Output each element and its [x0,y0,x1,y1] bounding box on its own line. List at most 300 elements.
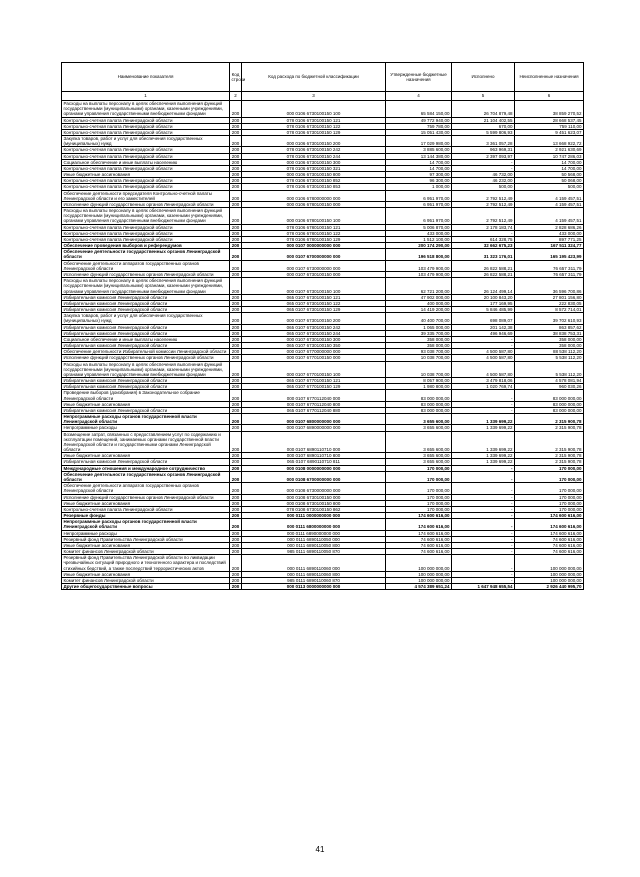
row-budget-code-cell: 065 0107 6730100150 122 [242,300,386,306]
row-name-cell: Контрольно-счетная палата Ленинградской области [62,117,230,123]
row-line-code-cell: 200 [230,378,242,384]
row-budget-code-cell: 065 0107 6730100150 242 [242,324,386,330]
row-name-cell: Комитет финансов Ленинградской области [62,577,230,583]
row-remaining-cell: 759 110,00 [515,123,584,129]
row-remaining-cell: 170 000,00 [515,483,584,494]
row-executed-cell: - [452,465,515,471]
row-remaining-cell: 897 771,25 [515,236,584,242]
row-name-cell: Контрольно-счетная палата Ленинградской области [62,236,230,242]
row-executed-cell: - [452,571,515,577]
row-approved-cell: 100 000 000,00 [386,577,452,583]
row-executed-cell: 201 142,38 [452,324,515,330]
row-line-code-cell: 200 [230,414,242,425]
row-name-cell: Расходы на выплаты персоналу в целях обеспечения выполнения функций государственными (муниципальными) органами, казенными учреждениями, органами управления государственными внебюджетными фондами [62,101,230,118]
row-remaining-cell: 76 657 311,79 [515,271,584,277]
row-name-cell: Расходы на выплаты персоналу в целях обеспечения выполнения функций государственными (муниципальными) органами, казенными учреждениями, органами управления государственными внебюджетными фондами [62,278,230,295]
row-executed-cell: - [452,519,515,530]
row-remaining-cell: 222 830,05 [515,300,584,306]
row-name-cell: Избирательная комиссия Ленинградской области [62,459,230,465]
row-line-code-cell: 200 [230,300,242,306]
row-name-cell: Контрольно-счетная палата Ленинградской области [62,506,230,512]
row-executed-cell: 670,00 [452,123,515,129]
row-remaining-cell: 174 600 616,00 [515,519,584,530]
row-remaining-cell: 170 000,00 [515,471,584,482]
col-number: 5 [452,92,515,101]
row-remaining-cell: 4 159 457,51 [515,208,584,225]
row-executed-cell: 1 339 699,22 [452,414,515,425]
row-budget-code-cell: 078 0106 6780100150 122 [242,230,386,236]
row-name-cell: Исполнение функций государственных органов Ленинградской области [62,494,230,500]
row-budget-code-cell: 000 0108 6730000000 000 [242,483,386,494]
row-remaining-cell: 14 700,00 [515,165,584,171]
row-approved-cell: 3 655 600,00 [386,414,452,425]
row-name-cell: Резервный фонд Правительства Ленинградской области [62,536,230,542]
col-header-approved: Утвержденные бюджетные назначения [386,63,452,92]
row-approved-cell: 6 951 970,00 [386,201,452,207]
table-row [62,390,584,401]
row-remaining-cell: 2 315 900,78 [515,414,584,425]
row-approved-cell: 1 512 100,00 [386,236,452,242]
col-header-name: Наименование показателя [62,63,230,92]
row-approved-cell: 358 000,00 [386,343,452,349]
col-header-remaining: Неисполненные назначения [515,63,584,92]
row-budget-code-cell: 000 0106 6730100150 200 [242,136,386,147]
row-line-code-cell: 200 [230,384,242,390]
row-line-code-cell: 200 [230,390,242,401]
row-approved-cell: 3 885 600,00 [386,147,452,153]
row-remaining-cell: 4 578 081,94 [515,378,584,384]
table-row [62,384,584,390]
row-remaining-cell: 2 315 900,78 [515,459,584,465]
row-name-cell: Обеспечение деятельности аппаратов государственных органов Ленинградской области [62,260,230,271]
row-remaining-cell: 2 315 900,78 [515,425,584,431]
table-row [62,249,584,260]
row-line-code-cell: 200 [230,355,242,361]
row-name-cell: Контрольно-счетная палата Ленинградской области [62,178,230,184]
row-executed-cell: 2 397 093,97 [452,153,515,159]
row-remaining-cell: 2 926 440 995,70 [515,584,584,590]
row-budget-code-cell: 000 0106 6730100150 100 [242,101,386,118]
table-row [62,483,584,494]
table-row [62,459,584,465]
table-body [62,101,584,590]
row-name-cell: Иные бюджетные ассигнования [62,172,230,178]
row-remaining-cell: 165 195 423,99 [515,249,584,260]
row-remaining-cell: 863 857,62 [515,324,584,330]
row-executed-cell: 2 178 183,74 [452,224,515,230]
row-executed-cell: 3 479 818,06 [452,378,515,384]
row-approved-cell: 174 600 616,00 [386,513,452,519]
row-name-cell: Непрограммные расходы [62,530,230,536]
row-remaining-cell: 358 000,00 [515,343,584,349]
row-remaining-cell: 74 600 616,00 [515,542,584,548]
row-approved-cell: 97 300,00 [386,172,452,178]
col-number: 1 [62,92,230,101]
row-approved-cell: 17 029 980,00 [386,136,452,147]
row-line-code-cell: 200 [230,184,242,190]
row-line-code-cell: 200 [230,249,242,260]
row-approved-cell: 49 772 940,00 [386,117,452,123]
row-executed-cell: 4 500 587,80 [452,349,515,355]
row-executed-cell: - [452,401,515,407]
col-number: 2 [230,92,242,101]
row-executed-cell: 4 500 587,80 [452,355,515,361]
row-remaining-cell: 100 000 000,00 [515,577,584,583]
row-budget-code-cell: 078 0106 6730100150 242 [242,147,386,153]
row-remaining-cell: 50 568,00 [515,172,584,178]
row-executed-cell: - [452,494,515,500]
row-approved-cell: 10 038 700,00 [386,361,452,378]
row-executed-cell: 2 792 512,49 [452,190,515,201]
row-name-cell: Возмещение затрат, связанных с предоставлением услуг по содержанию и эксплуатации помещений, занимаемых органами государственной власти Ленинградской области и государственными органами Ленинградской области [62,431,230,453]
row-line-code-cell: 200 [230,153,242,159]
row-approved-cell: 6 951 970,00 [386,190,452,201]
row-approved-cell: 14 419 200,00 [386,307,452,313]
row-remaining-cell: 14 700,00 [515,159,584,165]
row-executed-cell: 46 232,00 [452,178,515,184]
row-remaining-cell: 5 538 112,20 [515,355,584,361]
row-line-code-cell: 200 [230,407,242,413]
table-row [62,153,584,159]
col-header-executed: Исполнено [452,63,515,92]
table-row [62,243,584,249]
row-line-code-cell: 200 [230,330,242,336]
row-name-cell: Расходы на выплаты персоналу в целях обеспечения выполнения функций государственными (муниципальными) органами, казенными учреждениями, органами управления государственными внебюджетными фондами [62,208,230,225]
row-budget-code-cell: 000 0106 6730100150 300 [242,159,386,165]
row-executed-cell: 31 323 176,01 [452,249,515,260]
table-row [62,330,584,336]
row-name-cell: Избирательная комиссия Ленинградской области [62,294,230,300]
row-executed-cell: 1 339 699,22 [452,459,515,465]
row-remaining-cell: 960 030,26 [515,384,584,390]
row-approved-cell: 3 655 600,00 [386,453,452,459]
table-row [62,147,584,153]
row-line-code-cell: 200 [230,101,242,118]
row-executed-cell: 5 599 806,93 [452,129,515,135]
row-line-code-cell: 200 [230,165,242,171]
table-row [62,129,584,135]
row-remaining-cell: 174 600 616,00 [515,530,584,536]
row-line-code-cell: 200 [230,136,242,147]
row-executed-cell: 26 704 879,48 [452,101,515,118]
table-row [62,117,584,123]
row-budget-code-cell: 078 0106 6730100150 121 [242,117,386,123]
row-budget-code-cell: 985 0111 6890110050 870 [242,549,386,555]
row-executed-cell: 4 500 587,80 [452,361,515,378]
row-budget-code-cell: 078 0106 6730100150 852 [242,178,386,184]
table-row [62,224,584,230]
row-executed-cell: 1 339 699,22 [452,425,515,431]
row-remaining-cell: 13 668 922,72 [515,136,584,147]
row-name-cell: Обеспечение деятельности государственных органов Ленинградской области [62,471,230,482]
row-line-code-cell: 200 [230,159,242,165]
row-name-cell: Избирательная комиссия Ленинградской области [62,330,230,336]
row-budget-code-cell: 000 0107 6730100150 100 [242,278,386,295]
row-executed-cell: 1 339 699,22 [452,453,515,459]
row-remaining-cell: 2 921 630,69 [515,147,584,153]
row-approved-cell: 14 700,00 [386,165,452,171]
table-row [62,355,584,361]
row-line-code-cell: 200 [230,571,242,577]
row-budget-code-cell: 000 0107 6890000000 000 [242,425,386,431]
row-line-code-cell: 200 [230,313,242,324]
row-remaining-cell: 170 000,00 [515,506,584,512]
row-name-cell: Резервный фонд Правительства Ленинградской области по ликвидации чрезвычайных ситуаций природного и техногенного характера и последствий стихийных бедствий, а также последствий террористических актов [62,555,230,572]
column-number-row [62,92,584,101]
row-budget-code-cell: 065 0107 6730100150 129 [242,307,386,313]
row-remaining-cell: 100 000 000,00 [515,555,584,572]
row-budget-code-cell: 078 0106 6730100150 244 [242,153,386,159]
row-line-code-cell: 200 [230,201,242,207]
row-name-cell: Обеспечение деятельности Избирательной комиссии Ленинградской области [62,349,230,355]
row-budget-code-cell: 000 0106 6780000000 000 [242,190,386,201]
row-line-code-cell: 200 [230,536,242,542]
row-name-cell: Социальное обеспечение и иные выплаты населению [62,159,230,165]
table-row [62,324,584,330]
row-budget-code-cell: 078 0106 6730100150 129 [242,129,386,135]
row-name-cell: Избирательная комиссия Ленинградской области [62,407,230,413]
row-remaining-cell: 170 000,00 [515,465,584,471]
row-budget-code-cell: 000 0113 0000000000 000 [242,584,386,590]
row-remaining-cell: 88 538 112,20 [515,349,584,355]
row-line-code-cell: 200 [230,431,242,453]
table-row [62,201,584,207]
row-budget-code-cell: 000 0107 6730100150 300 [242,336,386,342]
row-remaining-cell: 74 600 616,00 [515,536,584,542]
row-budget-code-cell: 000 0111 0000000000 000 [242,513,386,519]
row-line-code-cell: 200 [230,425,242,431]
row-approved-cell: 3 655 600,00 [386,459,452,465]
row-remaining-cell: 83 000 000,00 [515,401,584,407]
row-line-code-cell: 200 [230,453,242,459]
row-budget-code-cell: 000 0107 6700000000 000 [242,249,386,260]
row-remaining-cell: 9 451 623,07 [515,129,584,135]
row-executed-cell: 5 846 485,99 [452,307,515,313]
row-approved-cell: 170 000,00 [386,465,452,471]
row-line-code-cell: 200 [230,190,242,201]
row-approved-cell: 83 000 000,00 [386,407,452,413]
row-line-code-cell: 200 [230,123,242,129]
row-name-cell: Иные бюджетные ассигнования [62,500,230,506]
row-approved-cell: 74 600 616,00 [386,549,452,555]
row-budget-code-cell: 000 0107 6730100150 000 [242,271,386,277]
row-approved-cell: 103 479 900,00 [386,271,452,277]
table-row [62,471,584,482]
row-approved-cell: 170 000,00 [386,500,452,506]
row-executed-cell: - [452,542,515,548]
row-name-cell: Обеспечение проведения выборов и референдумов [62,243,230,249]
row-budget-code-cell: 065 0107 6730100150 121 [242,294,386,300]
table-row [62,184,584,190]
row-budget-code-cell: 078 0106 6780100150 121 [242,224,386,230]
row-name-cell: Контрольно-счетная палата Ленинградской области [62,165,230,171]
row-line-code-cell: 200 [230,519,242,530]
row-name-cell: Непрограммные расходы органов государственной власти Ленинградской области [62,414,230,425]
row-line-code-cell: 200 [230,172,242,178]
table-row [62,208,584,225]
row-approved-cell: 1 980 800,00 [386,384,452,390]
row-approved-cell: 10 038 700,00 [386,355,452,361]
row-line-code-cell: 200 [230,230,242,236]
row-remaining-cell: 4 159 457,51 [515,201,584,207]
row-name-cell: Проведение выборов (доизбрания) в Законодательное собрание Ленинградской области [62,390,230,401]
row-executed-cell: - [452,513,515,519]
row-executed-cell: - [452,555,515,572]
table-row [62,361,584,378]
row-remaining-cell: 27 801 156,80 [515,294,584,300]
row-name-cell: Избирательная комиссия Ленинградской области [62,343,230,349]
row-line-code-cell: 200 [230,278,242,295]
row-approved-cell: 170 000,00 [386,471,452,482]
row-approved-cell: 103 479 900,00 [386,260,452,271]
row-line-code-cell: 200 [230,401,242,407]
row-approved-cell: 83 000 000,00 [386,401,452,407]
row-executed-cell: 3 361 057,28 [452,136,515,147]
table-row [62,414,584,425]
row-remaining-cell: 4 159 457,51 [515,190,584,201]
row-line-code-cell: 200 [230,129,242,135]
row-approved-cell: 1 065 000,00 [386,324,452,330]
row-executed-cell: 1 020 769,74 [452,384,515,390]
row-approved-cell: 62 721 200,00 [386,278,452,295]
row-budget-code-cell: 078 0106 6730100150 853 [242,184,386,190]
row-line-code-cell: 200 [230,506,242,512]
row-name-cell: Исполнение функций государственных органов Ленинградской области [62,201,230,207]
table-row [62,300,584,306]
row-approved-cell: 4 574 389 651,24 [386,584,452,590]
row-approved-cell: 83 000 000,00 [386,390,452,401]
row-approved-cell: 6 951 970,00 [386,208,452,225]
row-budget-code-cell: 078 0106 6730100150 321 [242,165,386,171]
row-executed-cell: - [452,471,515,482]
row-approved-cell: 358 000,00 [386,336,452,342]
row-approved-cell: 174 600 616,00 [386,530,452,536]
row-budget-code-cell: 000 0107 6890110710 800 [242,453,386,459]
row-approved-cell: 3 655 600,00 [386,431,452,453]
row-name-cell: Обеспечение деятельности государственных органов Ленинградской области [62,249,230,260]
row-line-code-cell: 200 [230,271,242,277]
row-line-code-cell: 200 [230,307,242,313]
row-name-cell: Контрольно-счетная палата Ленинградской области [62,224,230,230]
row-name-cell: Закупка товаров, работ и услуг для обеспечения государственных (муниципальных) нужд [62,313,230,324]
row-executed-cell: - [452,407,515,413]
row-name-cell: Социальное обеспечение и иные выплаты населению [62,336,230,342]
row-budget-code-cell: 000 0107 6770100150 000 [242,355,386,361]
row-line-code-cell: 200 [230,361,242,378]
row-budget-code-cell: 065 0107 6890110710 811 [242,459,386,465]
row-remaining-cell: 500,00 [515,184,584,190]
row-budget-code-cell: 000 0108 6700000000 000 [242,471,386,482]
row-line-code-cell: 200 [230,178,242,184]
row-remaining-cell: 28 668 537,45 [515,117,584,123]
row-line-code-cell: 200 [230,208,242,225]
row-approved-cell: 433 000,00 [386,230,452,236]
row-budget-code-cell: 000 0111 6800000000 000 [242,519,386,530]
col-header-budget-code: Код расхода по бюджетной классификации [242,63,386,92]
row-line-code-cell: 200 [230,459,242,465]
row-remaining-cell: 170 000,00 [515,494,584,500]
row-line-code-cell: 200 [230,294,242,300]
row-executed-cell: - [452,506,515,512]
table-row [62,271,584,277]
row-executed-cell: - [452,230,515,236]
row-line-code-cell: 200 [230,336,242,342]
row-line-code-cell: 200 [230,147,242,153]
row-name-cell: Иные бюджетные ассигнования [62,571,230,577]
row-approved-cell: 1 000,00 [386,184,452,190]
row-approved-cell: 200 174 290,00 [386,243,452,249]
row-budget-code-cell: 000 0107 6770112040 000 [242,390,386,401]
row-approved-cell: 8 057 900,00 [386,378,452,384]
row-budget-code-cell: 078 0108 6730100150 862 [242,506,386,512]
row-remaining-cell: 83 000 000,00 [515,407,584,413]
row-name-cell: Непрограммные расходы [62,425,230,431]
row-executed-cell: 32 662 675,23 [452,243,515,249]
row-remaining-cell: 5 538 112,20 [515,361,584,378]
table-row [62,236,584,242]
row-executed-cell: 500,00 [452,184,515,190]
row-executed-cell: - [452,549,515,555]
row-line-code-cell: 200 [230,349,242,355]
row-remaining-cell: 10 747 286,03 [515,153,584,159]
row-remaining-cell: 167 511 324,77 [515,243,584,249]
row-budget-code-cell: 000 0108 0000000000 000 [242,465,386,471]
row-executed-cell: 496 946,69 [452,330,515,336]
table-row [62,378,584,384]
table-row [62,294,584,300]
row-approved-cell: 196 518 800,00 [386,249,452,260]
row-approved-cell: 39 335 700,00 [386,330,452,336]
row-budget-code-cell: 078 0106 6730100150 122 [242,123,386,129]
row-approved-cell: 96 300,00 [386,178,452,184]
table-row [62,313,584,324]
row-budget-code-cell: 000 0107 6730100150 200 [242,313,386,324]
row-name-cell: Избирательная комиссия Ленинградской области [62,300,230,306]
table-row [62,278,584,295]
row-executed-cell: 1 647 948 655,54 [452,584,515,590]
row-name-cell: Контрольно-счетная палата Ленинградской области [62,230,230,236]
row-remaining-cell: 174 600 616,00 [515,513,584,519]
row-approved-cell: 100 000 000,00 [386,571,452,577]
row-line-code-cell: 200 [230,243,242,249]
row-approved-cell: 100 000 000,00 [386,555,452,572]
row-budget-code-cell: 000 0111 6890000000 000 [242,530,386,536]
row-executed-cell: 20 100 843,20 [452,294,515,300]
row-approved-cell: 3 655 600,00 [386,425,452,431]
row-name-cell: Иные бюджетные ассигнования [62,453,230,459]
row-name-cell: Обеспечение деятельности председателя Контрольно-счетной палаты Ленинградской области и его заместителей [62,190,230,201]
row-line-code-cell: 200 [230,513,242,519]
row-executed-cell: 21 104 402,55 [452,117,515,123]
row-budget-code-cell: 000 0108 6730100150 000 [242,494,386,500]
row-approved-cell: 93 038 700,00 [386,349,452,355]
row-executed-cell: - [452,530,515,536]
row-executed-cell: 2 792 512,49 [452,208,515,225]
row-name-cell: Закупка товаров, работ и услуг для обеспечения государственных (муниципальных) нужд [62,136,230,147]
row-remaining-cell: 83 000 000,00 [515,390,584,401]
budget-execution-table [61,62,584,590]
row-approved-cell: 15 051 430,00 [386,129,452,135]
row-remaining-cell: 358 000,00 [515,336,584,342]
row-name-cell: Контрольно-счетная палата Ленинградской области [62,184,230,190]
row-budget-code-cell: 065 0107 6770100150 121 [242,378,386,384]
row-budget-code-cell: 000 0111 6890110060 000 [242,555,386,572]
row-budget-code-cell: 000 0111 6890110050 000 [242,536,386,542]
row-remaining-cell: 38 859 270,52 [515,101,584,118]
row-budget-code-cell: 000 0107 6730000000 000 [242,260,386,271]
row-line-code-cell: 200 [230,260,242,271]
row-remaining-cell: 2 315 900,78 [515,453,584,459]
